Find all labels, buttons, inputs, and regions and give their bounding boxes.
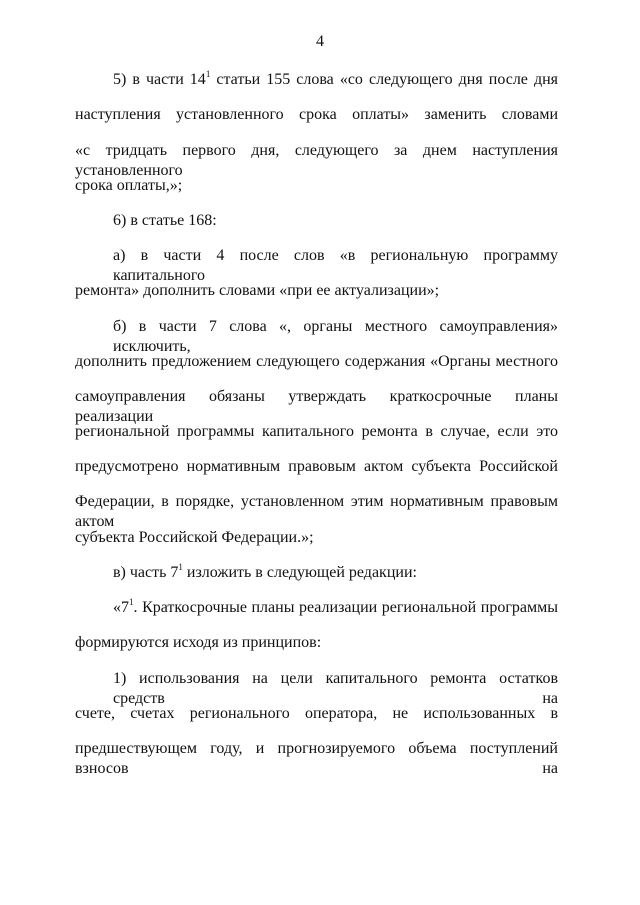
- text-line: предусмотрено нормативным правовым актом субъекта Российской: [75, 458, 558, 475]
- text-line: счете, счетах регионального оператора, не использованных в: [75, 705, 558, 722]
- text-line: дополнить предложением следующего содержания «Органы местного: [75, 353, 558, 370]
- text-line: «с тридцать первого дня, следующего за днем наступления установленного: [75, 142, 558, 179]
- page-number: 4: [316, 33, 324, 50]
- text-line: наступления установленного срока оплаты» заменить словами: [75, 106, 558, 123]
- text-line: формируются исходя из принципов:: [75, 634, 322, 651]
- text-line: 1) использования на цели капитального ремонта остатков средств на: [113, 670, 558, 707]
- text-line: а) в части 4 после слов «в региональную программу капитального: [113, 247, 558, 284]
- text-segment: «7: [113, 599, 129, 616]
- text-line: Федерации, в порядке, установленном этим нормативным правовым актом: [75, 493, 558, 530]
- text-line: самоуправления обязаны утверждать краткосрочные планы реализации: [75, 388, 558, 425]
- text-segment: в) часть 7: [113, 564, 179, 581]
- superscript: 1: [129, 597, 134, 607]
- superscript: 1: [205, 69, 211, 79]
- text-line: ремонта» дополнить словами «при ее актуализации»;: [75, 282, 440, 299]
- text-segment: 5) в части 14: [113, 71, 206, 88]
- text-segment: статьи 155 слова «со следующего дня после дня: [210, 71, 559, 88]
- text-line: 6) в статье 168:: [113, 212, 217, 229]
- text-segment: изложить в следующей редакции:: [182, 564, 417, 581]
- text-segment: . Краткосрочные планы реализации региональной программы: [133, 599, 558, 616]
- text-line: [113, 563, 558, 583]
- text-line: б) в части 7 слова «, органы местного самоуправления» исключить,: [113, 318, 558, 355]
- text-line: региональной программы капитального ремонта в случае, если это: [75, 423, 558, 440]
- text-line: срока оплаты,»;: [75, 177, 183, 194]
- text-line: [113, 598, 558, 618]
- superscript: 1: [178, 562, 183, 572]
- text-line: субъекта Российской Федерации.»;: [75, 529, 314, 546]
- text-line: [113, 70, 558, 90]
- text-line: предшествующем году, и прогнозируемого объема поступлений взносов на: [75, 740, 558, 777]
